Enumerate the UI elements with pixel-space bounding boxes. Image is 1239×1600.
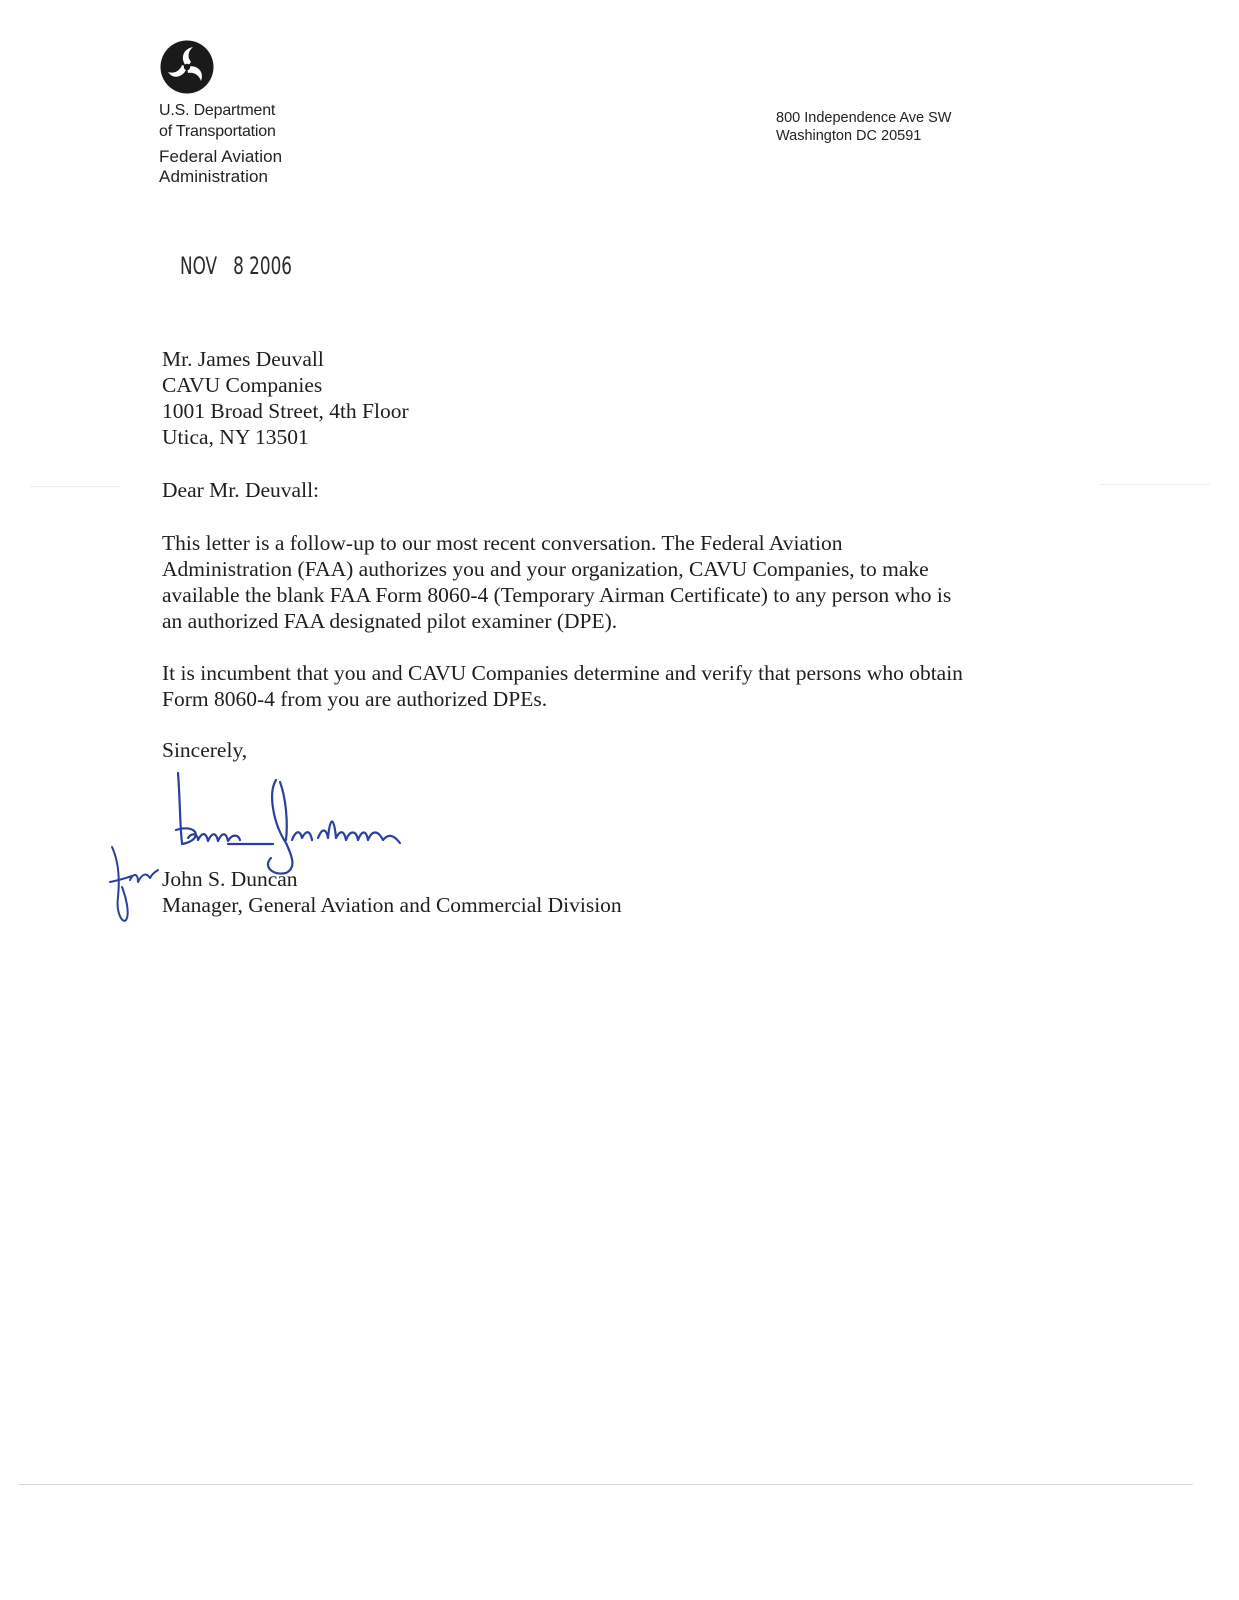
handwritten-initials [100, 842, 160, 927]
recipient-city-state-zip: Utica, NY 13501 [162, 425, 309, 449]
paragraph-line: It is incumbent that you and CAVU Companies determine and verify that persons who obtain [162, 661, 963, 685]
paragraph-line: Form 8060-4 from you are authorized DPEs. [162, 687, 548, 711]
closing: Sincerely, [162, 738, 248, 762]
recipient-company: CAVU Companies [162, 373, 323, 397]
paragraph-line: This letter is a follow-up to our most recent conversation. The Federal Aviation [162, 531, 843, 555]
signer-title: Manager, General Aviation and Commercial Division [162, 893, 622, 917]
recipient-address [162, 346, 409, 450]
department-name-line-1: U.S. Department [159, 102, 276, 119]
paragraph-line: Administration (FAA) authorizes you and your organization, CAVU Companies, to make [162, 557, 929, 581]
scan-artifact-line [18, 1484, 1193, 1485]
recipient-street: 1001 Broad Street, 4th Floor [162, 399, 409, 423]
signer-name: John S. Duncan [162, 867, 298, 891]
scan-artifact-line [30, 486, 120, 487]
paragraph-line: an authorized FAA designated pilot examiner (DPE). [162, 609, 618, 633]
scan-artifact-line [1100, 484, 1210, 485]
signer-block [162, 866, 622, 918]
paragraph-line: available the blank FAA Form 8060-4 (Temporary Airman Certificate) to any person who is [162, 583, 952, 607]
letterhead [159, 100, 282, 187]
agency-name-line-2: Administration [159, 167, 269, 186]
agency-name-line-1: Federal Aviation [159, 147, 283, 166]
dot-triskelion-logo-icon [160, 40, 214, 94]
sender-city-state-zip: Washington DC 20591 [776, 128, 922, 144]
sender-street: 800 Independence Ave SW [776, 110, 952, 126]
body-paragraph-2 [162, 660, 1082, 712]
sender-address [776, 109, 951, 145]
body-paragraph-1 [162, 530, 1082, 634]
salutation: Dear Mr. Deuvall: [162, 478, 320, 502]
recipient-name: Mr. James Deuvall [162, 347, 324, 371]
department-name-line-2: of Transportation [159, 123, 276, 140]
date-stamp: NOV 8 2006 [180, 252, 292, 280]
handwritten-signature [168, 768, 418, 878]
